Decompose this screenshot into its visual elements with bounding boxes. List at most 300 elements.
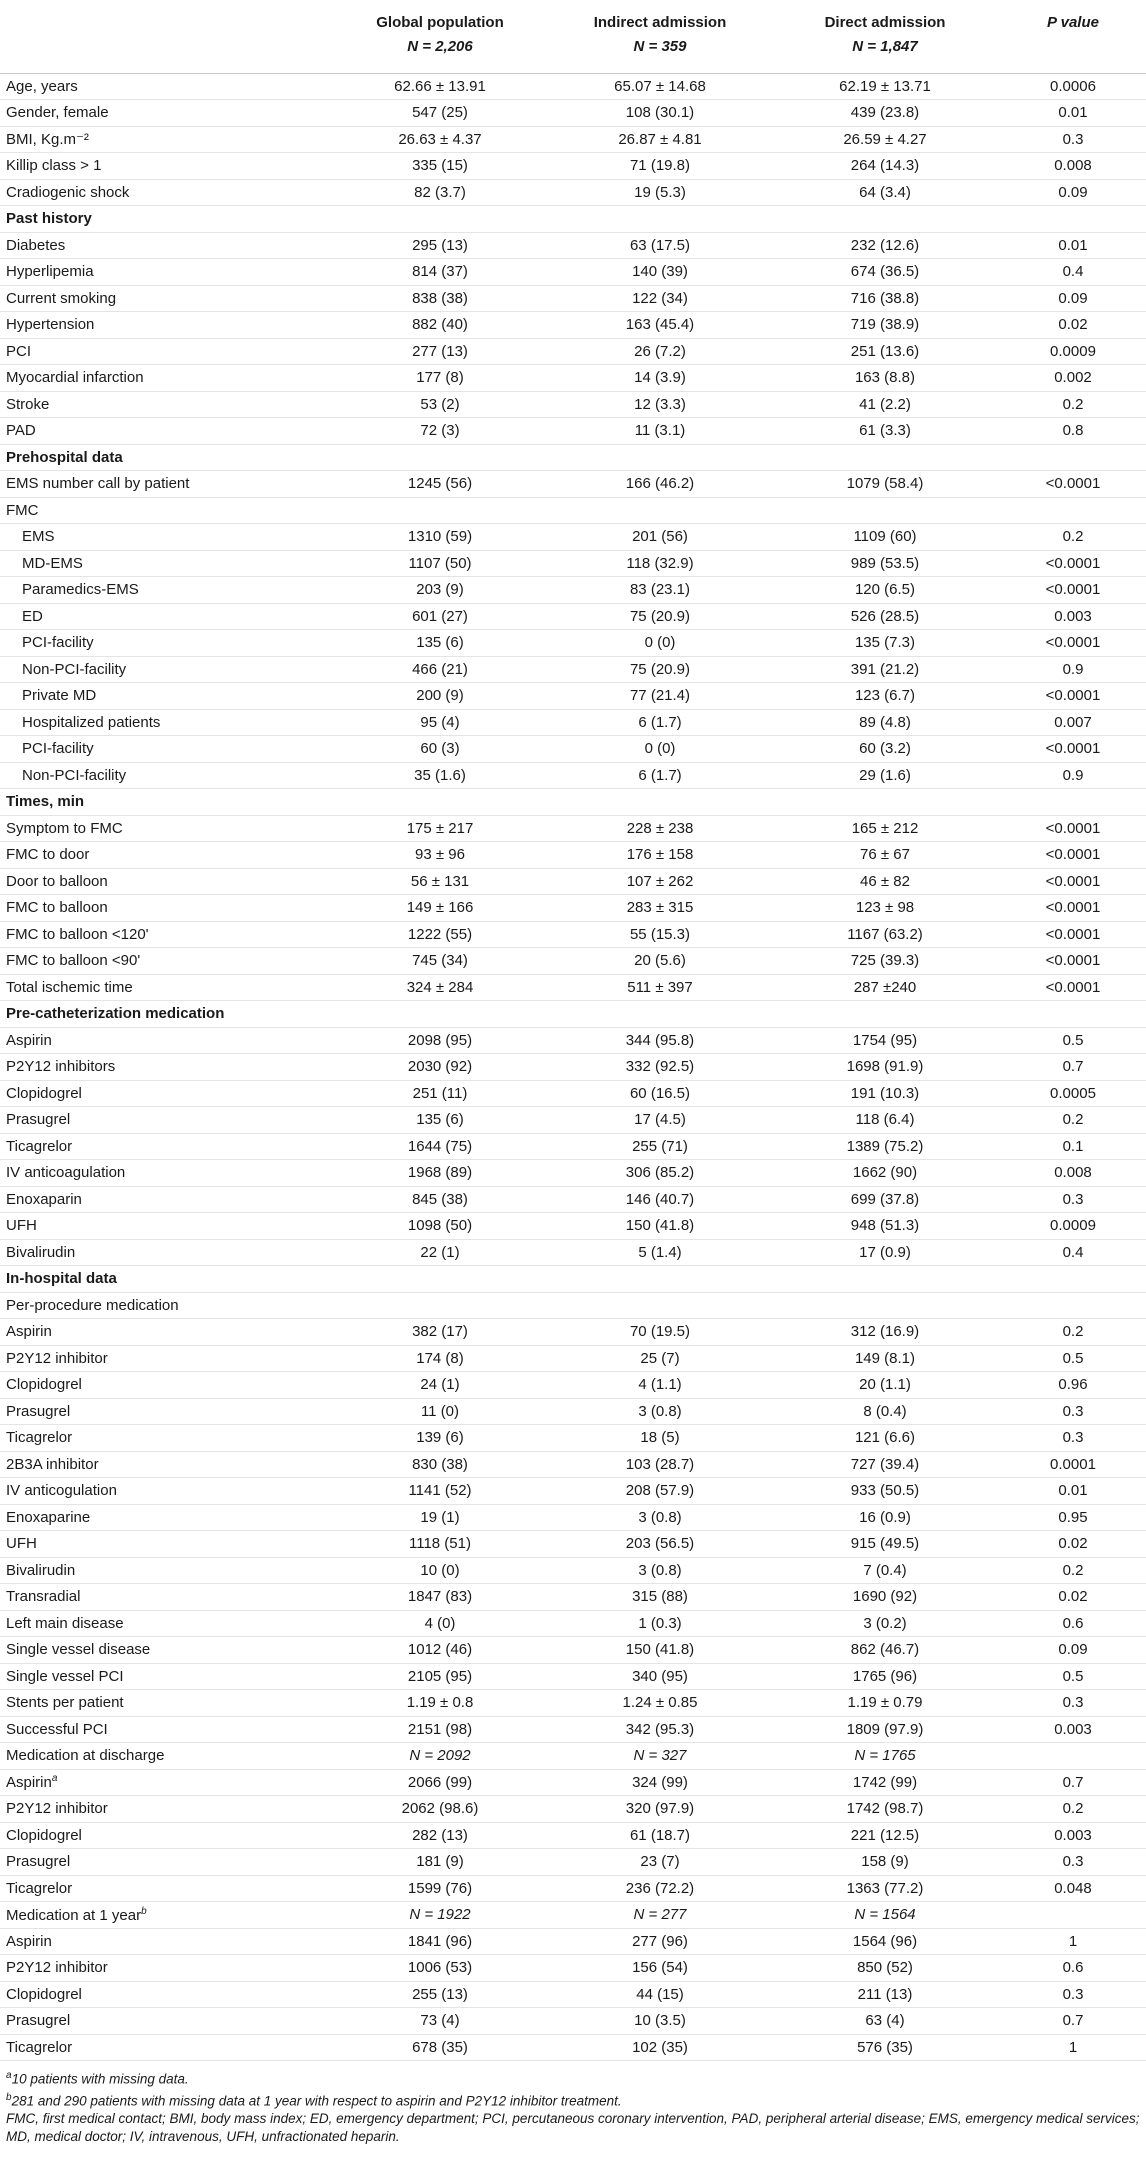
cell-direct: 948 (51.3) [770,1213,1000,1240]
row-label [0,736,330,763]
header-label: P value [1047,14,1099,31]
cell-pvalue: 0.3 [1000,1849,1146,1876]
table-footnotes [0,2061,1146,2146]
row-label-text: Aspirin [6,1323,52,1341]
row-label-text: Stents per patient [6,1694,124,1712]
table-row [0,1054,1146,1081]
row-label [0,471,330,498]
cell-global [330,1292,550,1319]
table-row [0,1133,1146,1160]
cell-pvalue: 0.7 [1000,2008,1146,2035]
header-label: Indirect admission [593,14,727,31]
cell-indirect [550,206,770,233]
cell-indirect: 140 (39) [550,259,770,286]
cell-pvalue: 0.02 [1000,312,1146,339]
row-label [0,683,330,710]
table-row [0,1345,1146,1372]
row-label [0,1902,330,1929]
cell-indirect: 156 (54) [550,1955,770,1982]
cell-pvalue [1000,1743,1146,1770]
cell-global: N = 1922 [330,1902,550,1929]
cell-indirect [550,1266,770,1293]
cell-direct: 118 (6.4) [770,1107,1000,1134]
row-label-text: Aspirin [6,1932,52,1950]
cell-global: 82 (3.7) [330,179,550,206]
row-label-text: EMS number call by patient [6,475,190,493]
row-label [0,1213,330,1240]
row-label-text: Enoxaparin [6,1190,82,1208]
cell-pvalue: 0.5 [1000,1345,1146,1372]
row-label-text: Prasugrel [6,1111,71,1129]
cell-global: 72 (3) [330,418,550,445]
cell-global: 1107 (50) [330,550,550,577]
cell-pvalue: 0.003 [1000,1716,1146,1743]
row-label-text: Pre-catheterization medication [6,1005,225,1023]
cell-indirect: 163 (45.4) [550,312,770,339]
cell-direct: 716 (38.8) [770,285,1000,312]
row-label [0,1875,330,1902]
table-row [0,312,1146,339]
cell-indirect: 83 (23.1) [550,577,770,604]
cell-indirect: 228 ± 238 [550,815,770,842]
row-label-text: Medication at discharge [6,1747,165,1765]
row-label [0,259,330,286]
table-row [0,1928,1146,1955]
row-label [0,656,330,683]
cell-indirect: 201 (56) [550,524,770,551]
cell-global: 135 (6) [330,1107,550,1134]
cell-direct: 287 ±240 [770,974,1000,1001]
row-label [0,1425,330,1452]
table-row [0,1451,1146,1478]
row-label-text: Per-procedure medication [6,1296,179,1314]
cell-direct: 165 ± 212 [770,815,1000,842]
cell-pvalue: 0.96 [1000,1372,1146,1399]
row-label-text: Age, years [6,77,78,95]
cell-pvalue: 0.01 [1000,232,1146,259]
cell-indirect: 166 (46.2) [550,471,770,498]
cell-pvalue [1000,1001,1146,1028]
row-label-text: FMC to balloon <120' [6,925,149,943]
header-n: N = 359 [633,38,687,55]
cell-pvalue: 0.3 [1000,1398,1146,1425]
cell-direct [770,789,1000,816]
cell-pvalue [1000,1292,1146,1319]
cell-indirect: N = 327 [550,1743,770,1770]
row-label [0,1133,330,1160]
cell-global: 139 (6) [330,1425,550,1452]
cell-indirect: 10 (3.5) [550,2008,770,2035]
row-label [0,1319,330,1346]
cell-indirect: 3 (0.8) [550,1557,770,1584]
row-label [0,550,330,577]
cell-direct: 1079 (58.4) [770,471,1000,498]
row-label-text: Ticagrelor [6,2038,73,2056]
cell-indirect: 176 ± 158 [550,842,770,869]
cell-global: 2066 (99) [330,1769,550,1796]
table-row [0,365,1146,392]
cell-direct: 3 (0.2) [770,1610,1000,1637]
row-label [0,444,330,471]
cell-global: 26.63 ± 4.37 [330,126,550,153]
cell-global: 1599 (76) [330,1875,550,1902]
cell-indirect: 77 (21.4) [550,683,770,710]
row-label [0,1266,330,1293]
row-label-text: Enoxaparine [6,1508,91,1526]
cell-direct: 29 (1.6) [770,762,1000,789]
row-label-text: Ticagrelor [6,1137,73,1155]
cell-pvalue: <0.0001 [1000,815,1146,842]
cell-direct: 8 (0.4) [770,1398,1000,1425]
row-label [0,1663,330,1690]
row-label-text: Past history [6,210,92,228]
row-label [0,1584,330,1611]
header-cell-pvalue [1000,0,1146,73]
row-label-text: PCI-facility [22,634,94,652]
cell-indirect: 107 ± 262 [550,868,770,895]
cell-direct: 60 (3.2) [770,736,1000,763]
cell-global: 93 ± 96 [330,842,550,869]
row-label-text: IV anticogulation [6,1482,117,1500]
cell-global: 53 (2) [330,391,550,418]
table-row [0,550,1146,577]
cell-indirect: 20 (5.6) [550,948,770,975]
row-label-text: FMC [6,501,39,519]
cell-global [330,497,550,524]
cell-indirect: 277 (96) [550,1928,770,1955]
table-row [0,656,1146,683]
cell-direct [770,1266,1000,1293]
row-label [0,497,330,524]
cell-global: 324 ± 284 [330,974,550,1001]
row-label-text: Prasugrel [6,1402,71,1420]
table-row [0,1398,1146,1425]
table-row [0,1875,1146,1902]
cell-pvalue: 0.008 [1000,1160,1146,1187]
table-row [0,868,1146,895]
row-label [0,895,330,922]
cell-pvalue: 0.0001 [1000,1451,1146,1478]
table-row [0,1902,1146,1929]
cell-indirect: 11 (3.1) [550,418,770,445]
cell-indirect: 3 (0.8) [550,1504,770,1531]
cell-indirect: 26.87 ± 4.81 [550,126,770,153]
cell-direct: N = 1765 [770,1743,1000,1770]
table-row [0,1080,1146,1107]
cell-pvalue: 0.09 [1000,285,1146,312]
cell-direct: 1167 (63.2) [770,921,1000,948]
cell-global: 174 (8) [330,1345,550,1372]
table-row [0,1531,1146,1558]
row-label [0,948,330,975]
cell-direct: 61 (3.3) [770,418,1000,445]
row-label-text: P2Y12 inhibitor [6,1349,108,1367]
cell-indirect: 511 ± 397 [550,974,770,1001]
cell-global: 1222 (55) [330,921,550,948]
cell-indirect: 14 (3.9) [550,365,770,392]
cell-pvalue: 0.0005 [1000,1080,1146,1107]
cell-global: 1841 (96) [330,1928,550,1955]
footnote-marker: a [6,2070,12,2081]
cell-pvalue: 0.0006 [1000,73,1146,100]
row-label [0,1610,330,1637]
row-label-text: Ticagrelor [6,1429,73,1447]
cell-pvalue: 0.9 [1000,762,1146,789]
row-label [0,1531,330,1558]
cell-global: 11 (0) [330,1398,550,1425]
header-cell-global [330,0,550,73]
row-label-text: MD-EMS [22,554,83,572]
table-row [0,736,1146,763]
cell-global: 830 (38) [330,1451,550,1478]
row-label-text: Door to balloon [6,872,108,890]
footnote [6,2110,1140,2146]
cell-global: 62.66 ± 13.91 [330,73,550,100]
row-label [0,1955,330,1982]
table-row [0,2008,1146,2035]
table-row [0,1637,1146,1664]
cell-direct [770,1001,1000,1028]
cell-pvalue: 0.5 [1000,1027,1146,1054]
table-row [0,100,1146,127]
cell-pvalue: 0.1 [1000,1133,1146,1160]
table-row [0,709,1146,736]
cell-indirect: 0 (0) [550,736,770,763]
row-label [0,842,330,869]
row-label-text: EMS [22,528,55,546]
cell-global: 200 (9) [330,683,550,710]
cell-global: 2030 (92) [330,1054,550,1081]
table-row [0,2034,1146,2061]
cell-direct: 20 (1.1) [770,1372,1000,1399]
row-label-text: Symptom to FMC [6,819,123,837]
cell-pvalue [1000,206,1146,233]
cell-indirect: 344 (95.8) [550,1027,770,1054]
cell-indirect: 283 ± 315 [550,895,770,922]
row-label [0,1160,330,1187]
table-row [0,630,1146,657]
cell-global: 678 (35) [330,2034,550,2061]
cell-pvalue: 0.3 [1000,1690,1146,1717]
cell-global [330,1001,550,1028]
cell-pvalue: <0.0001 [1000,921,1146,948]
cell-indirect: 70 (19.5) [550,1319,770,1346]
row-label [0,1822,330,1849]
row-label-text: Total ischemic time [6,978,133,996]
cell-global: 845 (38) [330,1186,550,1213]
cell-indirect: 150 (41.8) [550,1637,770,1664]
cell-direct: 526 (28.5) [770,603,1000,630]
cell-global: 255 (13) [330,1981,550,2008]
cell-pvalue [1000,497,1146,524]
cell-direct: 439 (23.8) [770,100,1000,127]
cell-direct: 41 (2.2) [770,391,1000,418]
cell-global: 882 (40) [330,312,550,339]
cell-indirect: 320 (97.9) [550,1796,770,1823]
cell-direct: 46 ± 82 [770,868,1000,895]
cell-direct: 576 (35) [770,2034,1000,2061]
row-label-text: Bivalirudin [6,1243,76,1261]
row-label [0,312,330,339]
cell-direct: 674 (36.5) [770,259,1000,286]
cell-global: 838 (38) [330,285,550,312]
cell-global: 1644 (75) [330,1133,550,1160]
cell-indirect: 3 (0.8) [550,1398,770,1425]
table-row [0,1319,1146,1346]
cell-global: 10 (0) [330,1557,550,1584]
table-row [0,232,1146,259]
table-row [0,1160,1146,1187]
row-label-text: FMC to balloon [6,899,108,917]
cell-direct: 1765 (96) [770,1663,1000,1690]
cell-indirect: 63 (17.5) [550,232,770,259]
cell-indirect: 4 (1.1) [550,1372,770,1399]
row-label [0,100,330,127]
cell-global: 2151 (98) [330,1716,550,1743]
cell-pvalue: <0.0001 [1000,974,1146,1001]
row-label-text: FMC to door [6,846,90,864]
cell-pvalue: 0.01 [1000,100,1146,127]
row-label-text: PCI-facility [22,740,94,758]
row-label [0,1372,330,1399]
row-label-text: Hypertension [6,316,95,334]
table-row [0,974,1146,1001]
table-row [0,1478,1146,1505]
table-row [0,153,1146,180]
row-label-text: Single vessel disease [6,1641,151,1659]
cell-direct: 1389 (75.2) [770,1133,1000,1160]
row-label [0,1504,330,1531]
row-label-text: Non-PCI-facility [22,766,127,784]
row-label [0,1928,330,1955]
row-label-text: Clopidogrel [6,1826,82,1844]
cell-direct: 121 (6.6) [770,1425,1000,1452]
cell-global: 95 (4) [330,709,550,736]
table-row [0,1186,1146,1213]
cell-indirect: 18 (5) [550,1425,770,1452]
section-row [0,206,1146,233]
row-label-text: P2Y12 inhibitor [6,1800,108,1818]
row-label [0,391,330,418]
table-row [0,1663,1146,1690]
cell-indirect: 12 (3.3) [550,391,770,418]
table-row [0,1557,1146,1584]
row-label [0,1849,330,1876]
row-label-text: Clopidogrel [6,1985,82,2003]
header-cell-direct [770,0,1000,73]
row-label [0,285,330,312]
cell-global: 177 (8) [330,365,550,392]
cell-global: 181 (9) [330,1849,550,1876]
cell-global: 277 (13) [330,338,550,365]
cell-direct [770,444,1000,471]
cell-indirect: 60 (16.5) [550,1080,770,1107]
cell-indirect [550,497,770,524]
cell-indirect: N = 277 [550,1902,770,1929]
cell-indirect: 23 (7) [550,1849,770,1876]
table-row [0,895,1146,922]
cell-direct: 1742 (99) [770,1769,1000,1796]
cell-global: 19 (1) [330,1504,550,1531]
cell-direct: 211 (13) [770,1981,1000,2008]
cell-pvalue: <0.0001 [1000,868,1146,895]
cell-direct: 1690 (92) [770,1584,1000,1611]
cell-global: 1847 (83) [330,1584,550,1611]
row-label-text: Clopidogrel [6,1376,82,1394]
cell-direct: 123 (6.7) [770,683,1000,710]
cell-pvalue: 0.003 [1000,603,1146,630]
row-label [0,1054,330,1081]
row-label [0,126,330,153]
cell-direct: 312 (16.9) [770,1319,1000,1346]
cell-global: 547 (25) [330,100,550,127]
cell-indirect: 118 (32.9) [550,550,770,577]
table-row [0,471,1146,498]
cell-indirect: 71 (19.8) [550,153,770,180]
row-label [0,1796,330,1823]
row-label [0,206,330,233]
row-label-text: In-hospital data [6,1270,117,1288]
cell-pvalue [1000,444,1146,471]
table-row [0,1213,1146,1240]
table-body [0,73,1146,2061]
section-row [0,789,1146,816]
row-label-text: ED [22,607,43,625]
row-label [0,1743,330,1770]
cell-global: 73 (4) [330,2008,550,2035]
cell-indirect: 102 (35) [550,2034,770,2061]
table-row [0,497,1146,524]
table-row [0,1769,1146,1796]
cell-global [330,444,550,471]
cell-pvalue: <0.0001 [1000,471,1146,498]
cell-direct: 26.59 ± 4.27 [770,126,1000,153]
table-row [0,285,1146,312]
table-row [0,1372,1146,1399]
table-row [0,1107,1146,1134]
table-row [0,577,1146,604]
row-label [0,974,330,1001]
cell-pvalue: 0.0009 [1000,338,1146,365]
table-row [0,815,1146,842]
row-label [0,179,330,206]
table-row [0,1716,1146,1743]
cell-pvalue: 0.8 [1000,418,1146,445]
header-label: Global population [376,14,504,31]
row-label [0,1398,330,1425]
cell-indirect: 65.07 ± 14.68 [550,73,770,100]
cell-direct: 89 (4.8) [770,709,1000,736]
row-label [0,1292,330,1319]
row-label [0,2034,330,2061]
footnote-text: 281 and 290 patients with missing data at 1 year with respect to aspirin and P2Y12 inhibitor treatment. [11,2093,622,2108]
row-label [0,232,330,259]
cell-global: 175 ± 217 [330,815,550,842]
cell-direct: 862 (46.7) [770,1637,1000,1664]
row-label [0,1451,330,1478]
cell-pvalue: 0.02 [1000,1531,1146,1558]
cell-indirect: 332 (92.5) [550,1054,770,1081]
table-row [0,1610,1146,1637]
section-row [0,1001,1146,1028]
cell-direct: 989 (53.5) [770,550,1000,577]
row-label-text: 2B3A inhibitor [6,1455,99,1473]
cell-pvalue: 0.2 [1000,1107,1146,1134]
cell-pvalue: 1 [1000,1928,1146,1955]
cell-indirect: 17 (4.5) [550,1107,770,1134]
cell-pvalue: 0.95 [1000,1504,1146,1531]
row-label [0,524,330,551]
